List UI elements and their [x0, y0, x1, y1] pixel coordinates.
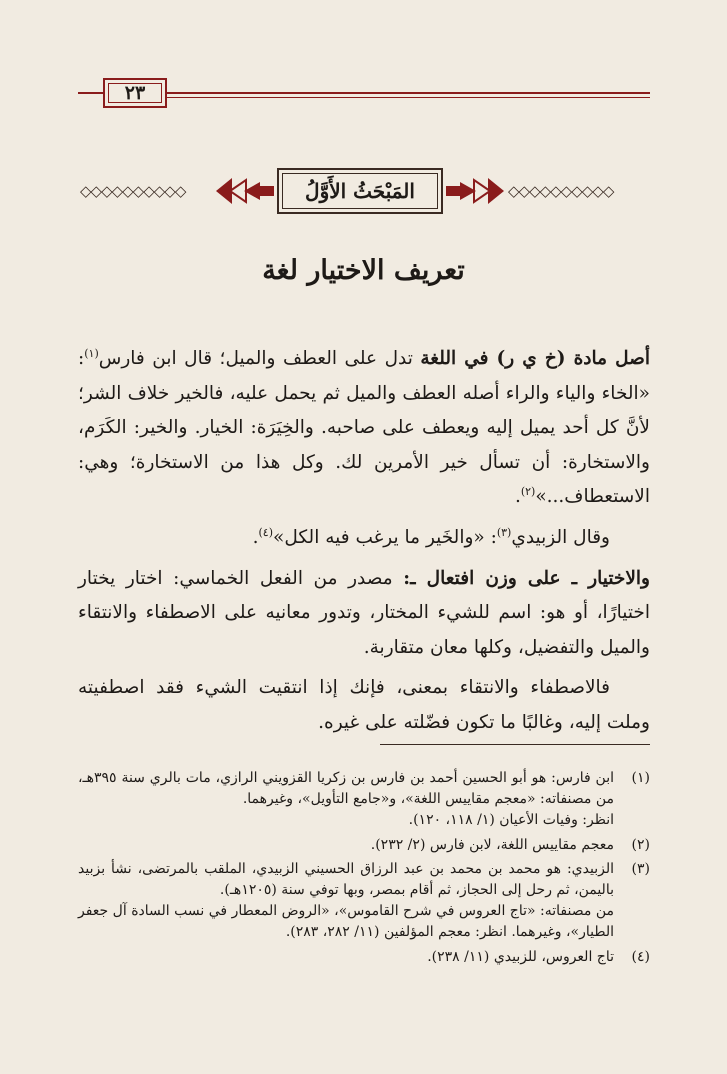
footnote-3-line-1: الزبيدي: هو محمد بن محمد بن عبد الرزاق الحسيني الزبيدي، الملقب بالمرتضى، نشأ بزبيد باليمن، ثم رحل إلى الحجاز، ثم أقام بمصر، وبها توفي سنة (١٢٠٥هـ).	[78, 860, 614, 899]
section-title-box	[277, 168, 443, 214]
footnote-1-number: (١)	[631, 770, 650, 786]
paragraph-4	[78, 671, 650, 740]
footnotes	[78, 768, 650, 971]
chain-ornament-left: ◇◇◇◇◇◇◇◇◇◇	[80, 182, 186, 200]
footnote-ref-1[interactable]: (١)	[84, 346, 99, 360]
footnote-separator	[380, 744, 650, 745]
footnote-1-line-1: ابن فارس: هو أبو الحسين أحمد بن فارس بن زكريا القزويني الرازي، مات بالري سنة ٣٩٥هـ، من مصنفاته: «معجم مقاييس اللغة»، و«جامع التأويل»، وغيرهما.	[78, 770, 614, 808]
paragraph-1-end: .	[514, 486, 521, 508]
paragraph-3-text: مصدر من الفعل الخماسي: اختار يختار اختيارًا، أو هو: اسم للشيء المختار، وتدور معانيه على الاصطفاء والانتقاء والميل والتفضيل، وكلها معان متقاربة.	[78, 567, 650, 658]
section-banner	[80, 168, 640, 214]
arrow-ornament-right	[446, 174, 506, 208]
footnote-2-number: (٢)	[631, 836, 650, 853]
footnote-3-number: (٣)	[631, 860, 650, 877]
footnote-ref-4[interactable]: (٤)	[258, 525, 274, 539]
paragraph-3-lead: والاختيار ـ على وزن افتعال ـ:	[403, 567, 650, 589]
section-title: المَبْحَثُ الأَوَّلُ	[305, 179, 415, 203]
page-number-box	[103, 78, 167, 108]
body-text	[78, 342, 650, 741]
footnote-2-line-1: معجم مقاييس اللغة، لابن فارس (٢/ ٢٣٢).	[370, 836, 614, 853]
footnote-4	[78, 947, 650, 968]
footnote-1	[78, 768, 650, 832]
footnote-ref-2[interactable]: (٢)	[520, 485, 536, 499]
footnote-4-number: (٤)	[631, 948, 650, 965]
paragraph-3	[78, 562, 650, 666]
arrow-ornament-left	[214, 174, 274, 208]
paragraph-1-lead: أصل مادة (خ ي ر) في اللغة	[420, 348, 650, 369]
paragraph-2-end: .	[252, 526, 259, 548]
footnote-1-line-2: انظر: وفيات الأعيان (١/ ١١٨، ١٢٠).	[408, 812, 614, 829]
page-number: ٢٣	[124, 82, 146, 104]
footnote-ref-3[interactable]: (٣)	[496, 525, 512, 539]
header-rule-right	[167, 92, 650, 94]
chain-ornament-right: ◇◇◇◇◇◇◇◇◇◇	[508, 182, 614, 200]
header-rule-inner	[167, 97, 650, 98]
footnote-3-line-2: من مصنفاته: «تاج العروس في شرح القاموس»، «الروض المعطار في نسب السادة آل جعفر الطيار»، وغيرهما. انظر: معجم المؤلفين (١١/ ٢٨٢، ٢٨٣).	[78, 903, 614, 941]
paragraph-2-quote: : «والخَير ما يرغب فيه الكل»	[273, 526, 497, 548]
paragraph-1-quote: : «الخاء والياء والراء أصله العطف والميل ثم يحمل عليه، فالخير خلاف الشر؛ لأنَّ كل أحد يميل إليه ويعطف على صاحبه. والخِيَرَة: الخيار. والخير: الكَرَم، والاستخارة: أن تسأل خير الأمرين لك. وكل هذا من الاستخارة؛ وهي: الاستعطاف...»	[78, 348, 650, 508]
footnote-2	[78, 835, 650, 856]
paragraph-2-text: وقال الزبيدي	[511, 526, 610, 548]
paragraph-2	[78, 521, 650, 556]
main-heading: تعريف الاختيار لغة	[262, 255, 465, 286]
paragraph-1-text: تدل على العطف والميل؛ قال ابن فارس	[98, 348, 421, 369]
paragraph-1	[78, 342, 650, 515]
footnote-4-line-1: تاج العروس، للزبيدي (١١/ ٢٣٨).	[427, 948, 614, 965]
header-rule-left	[78, 92, 103, 94]
footnote-3	[78, 859, 650, 944]
paragraph-4-text: فالاصطفاء والانتقاء بمعنى، فإنك إذا انتقيت الشيء فقد اصطفيته وملت إليه، وغالبًا ما تكون فضّلته على غيره.	[78, 677, 650, 733]
